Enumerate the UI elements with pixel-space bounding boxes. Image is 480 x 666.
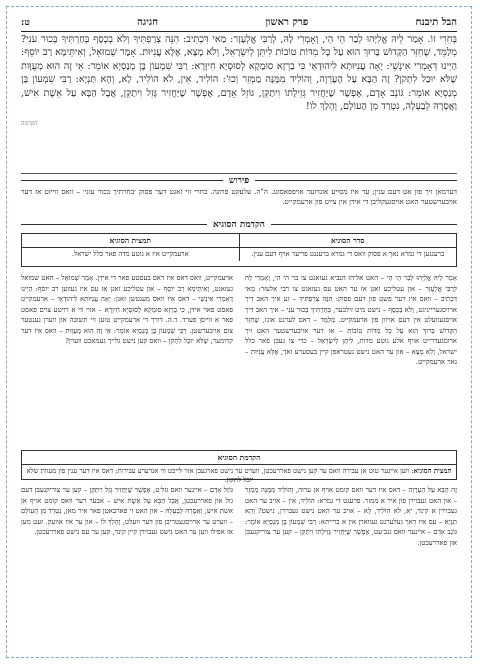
intro-box-1-right-title: סדר הסוגיא [331,236,365,245]
peirush-heading [21,175,457,186]
intro-box-2-subtitle: תמצית הסוגיא [413,467,452,475]
document-page [6,6,472,658]
intro-box-1-left-title: תמצית הסוגיא [22,234,240,247]
intro-box-1 [21,233,457,267]
header-right-title: הבל תיבנח [415,16,457,28]
translation-col-left-1: ארעמקייט, וואס דאס איז דאס בעסטע פאר די אידן. אָמַר שְׁמוּאֵל – האט שמואל געזאגט, וְאִיתֵּימָא רַב יוֹסֵף – און עטליכע זאגן אז עס איז געווען רב יוסף: הַיְינוּ דְּאָמְרִי אִינְשֵׁי – דאס איז וואס מענטשן זאגן: יָאָה עֲנִיּוּתָא לִיהוּדָאֵי – ארעמקייט פאסט פאר אידן, כִּי בַרְזָא סוּמָקָא לְסוּסְיָא חִיוָּרָא – אזוי ווי א רויטע צוים פאסט פאר א ווייסן פערד. ד.ה. דורך די ארעמקייט טוען זיי תשובה און ווערן נענטער צום אויבערשטן. רַבִּי שִׁמְעוֹן בֶּן מְנַסְיָא אוֹמֵר: אֵי זֶה הוּא מְעֻוָּות – וואס איז דער קרומער, שֶׁלֹּא יוּכַל לִתְקֹן – וואס קען נישט גלייך געמאכט ווערן? [21,274,233,346]
page-header [21,15,457,32]
page-number: ט: [21,17,30,28]
intro-box-1-body [22,248,456,261]
heading-rule-left [21,180,223,181]
translation-col-right-1: אָמַר לֵיהּ אֱלִיָּהוּ לְבַר הֵי הֵי – האט אליהו הנביא געזאגט צו בר הי הי, וְאָמְרִי לָהּ לְרַבִּי אֱלְעָזָר – און עטליכע זאגן אז ער האט עס געזאגט צו רבי אלעזר: מַאי דִּכְתִיב – וואס איז דער פשט פון דעם פסוק: הִנֵּה צְרַפְתִּיךָ – זע איך האב דיך ארויסגערייניגט, וְלֹא בְכָסֶף – נישט מיט זילבער, בְּחַרְתִּיךָ בְּכוּר עֹנִי – איך האב דיך אויסגעוועלט אין דעם אויוון פון ארעמקייט. מְלַמֵּד – דאס לערנט אונז, שֶׁחִזֵּר הַקָּדוֹשׁ בָּרוּךְ הוּא עַל כָּל מִדּוֹת טוֹבוֹת – אז דער אויבערשטער האט זיך ארומגעדרייט אויף אלע גוטע מדות, לִיתֵּן לְיִשְׂרָאֵל – כדי צו געבן פאר כלל ישראל, וְלֹא מָצָא – און ער האט נישט געטראפן קיין בעסערע זאך, אֶלָּא עֲנִיּוּת – נאר ארעמקייט. [245,274,457,367]
intro-box-2-text: תמצית הסוגיא: ווען איינער טוט אן עבירה וואס ער קען נישט פאררעכטן, ווערט ער נישט פארגעבן אזוי לייכט ווי אנדערע עבירות; דאס איז דער ענין פון מעוות שלא יוכל לתקון. [26,467,452,484]
heading-rule-right [255,180,457,181]
translation-columns-1 [21,273,457,445]
peirush-text: דערמאן זיך פון אט דעם ענין; ער איז מסייע אונדזער אויפפאסונג. ה"ה. עלעקט פרוגה. בחרי זוי זאגט דער פסוק ׳בחרתיך בכור עוני׳ – וואס ווייזט אז דער אויבערשטער האט אויסגעקליבן די אידן אין צייט פון ארעמקייט. [21,187,457,207]
translation-col-left-2: גּוֹזֵל אָדָם – איינער וואס גזל׳ט, אֶפְשָׁר שֶׁיַּחֲזִיר גָּזֵל וִיתַקֵּן – קען ער צוריקגעבן דעם גזל און פאררעכטן, אֲבָל הַבָּא עַל אֵשֶׁת אִישׁ – אבער דער וואס קומט אויף אן אשת איש, וַאֲסָרָהּ לְבַעְלָהּ – און האט זי פארבאטן פאר איר מאן, נִטְרַד מִן הָעוֹלָם – ווערט ער ארויסגעטריבן פון דער וועלט, וְהָלַךְ לוֹ – און ער איז אוועק. זעט מען אז אפילו ווען ער האט נישט געבוירן קיין קינד, קען ער עס נישט פאררעכטן. [21,486,233,537]
intro-box-1-header [22,234,456,248]
translation-col-right-2: זֶה הַבָּא עַל הָעֶרְוָה – דאס איז דער וואס קומט אויף אן ערוה, וְהוֹלִיד מִמֶּנָּה מַמְזֵר – און האט געבוירן פון איר א ממזר. פרעגט די גמרא: הוֹלִיד, אִין – אויב ער האט געבוירן א קינד, יא, לֹא הוֹלִיד, לָא – אויב ער האט נישט געבוירן, נישט? וְהָא תַּנְיָא – עס איז דאך געלערנט געווארן אין א ברייתא: רַבִּי שִׁמְעוֹן בֶּן מְנַסְיָא אוֹמֵר: גּוֹנֵב אָדָם – איינער וואס גנב׳עט, אֶפְשָׁר שֶׁיַּחֲזִיר גְּזֵילָתוֹ וִיתַקֵּן – קען ער צוריקגעבן און פאררעכטן. [245,486,457,547]
header-left-title: חגיגה [137,16,159,28]
heading-rule-right [271,224,457,225]
intro-box-2-title: הקדמת הסוגיא [217,453,261,462]
main-footnote: הקדמה [21,120,38,128]
intro-box-2-body [22,465,456,487]
intro-box-1-right-text: ברענגען די גמרא נאך א פסוק וואס די גמרא ברענגט פריער אויף דעם ענין. [251,250,445,258]
intro-box-2-summary: ווען איינער טוט אן עבירה וואס ער קען נישט פאררעכטן, ווערט ער נישט פארגעבן אזוי לייכט ווי אנדערע עבירות; דאס איז דער ענין פון מעוות שלא יוכל לתקון. [26,467,410,484]
intro-box-2 [21,450,457,484]
intro-box-1-left-text: ארעמקייט איז א גוטע מדה פאר כלל ישראל. [22,248,240,261]
gemara-text-body: בְּחֵרִי זוֹ. אָמַר לֵיהּ אֱלִיָּהוּ לְבַר הֵי הֵי, וְאָמְרִי לָהּ, לְרַבִּי אֱלְעָזָר: מַאי דִּכְתִיב: הִנֵּה צְרַפְתִּיךָ וְלֹא בְכָסֶף בְּחַרְתִּיךָ בְּכוּר עֹנִי? מְלַמֵּד, שֶׁחִזֵּר הַקָּדוֹשׁ בָּרוּךְ הוּא עַל כָּל מִדּוֹת טוֹבוֹת לִיתֵּן לְיִשְׂרָאֵל, וְלֹא מָצָא, אֶלָּא עֲנִיּוּת. אָמַר שְׁמוּאֵל, וְאִיתֵּימָא רַב יוֹסֵף: הַיְינוּ דְּאָמְרִי אִינְשֵׁי: יָאָה עֲנִיּוּתָא לִיהוּדָאֵי כִּי בַרְזָא סוּמָקָא לְסוּסְיָא חִיוָּרָא: רַבִּי שִׁמְעוֹן בֶּן מְנַסְיָא אוֹמֵר: אֵי זֶה הוּא מְעֻוָּות שֶׁלֹּא יוּכַל לִתְקֹן? זֶה הַבָּא עַל הָעֶרְוָה, וְהוֹלִיד מִמֶּנָּה מַמְזֵר וְכוּ': הוֹלִיד, אִין, לֹא הוֹלִיד, לָא, וְהָא תַּנְיָא: רַבִּי שִׁמְעוֹן בֶּן מְנַסְיָא אוֹמֵר: גּוֹנֵב אָדָם, אֶפְשָׁר שֶׁיַּחֲזִיר גְּזֵילָתוֹ וִיתַקֵּן, גּוֹזֵל אָדָם, אֶפְשָׁר שֶׁיַּחֲזִיר גָּזֵל וִיתַקֵּן, אֲבָל הַבָּא עַל אֵשֶׁת אִישׁ, וַאֲסָרָהּ לְבַעְלָהּ, נִטְרַד מִן הָעוֹלָם, וְהָלַךְ לוֹ! [21,34,457,113]
peirush-title: פירוש [228,176,250,186]
header-center-title: פרק ראשון [265,16,309,28]
intro-heading-1 [21,219,457,230]
gemara-main-text [21,33,457,174]
translation-columns-2 [21,485,457,651]
intro-title-1: הקדמת הסוגיא [213,220,265,230]
intro-box-2-header [22,451,456,465]
heading-rule-left [21,224,207,225]
